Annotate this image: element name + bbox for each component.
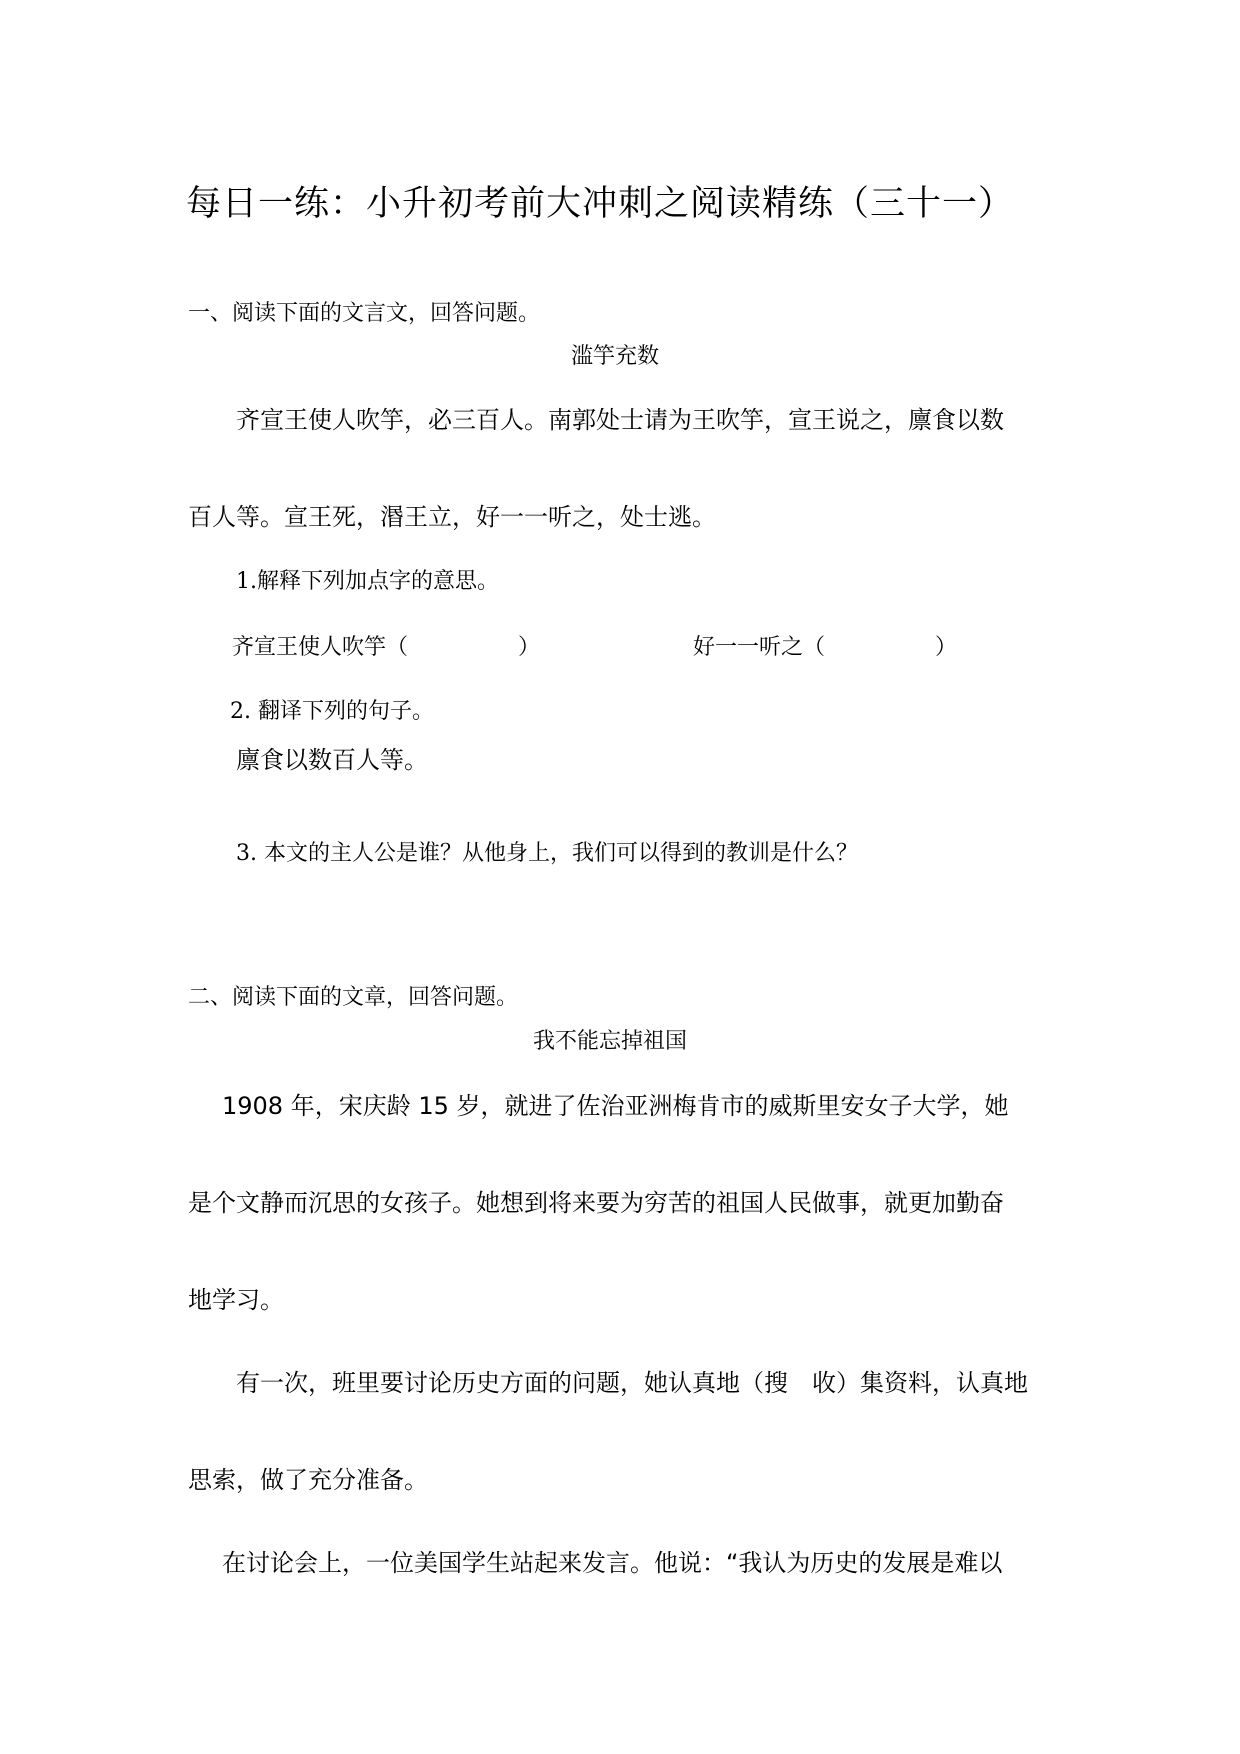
section1-paragraph-line2: 百人等。宣王死，湣王立，好一一听之，处士逃。 [188,503,716,531]
section1-article-title: 滥竽充数 [571,344,660,369]
section2-line: 1908 年，宋庆龄 15 岁，就进了佐治亚洲梅肯市的威斯里安女子大学，她 [222,1092,1009,1120]
q2-sentence: 廪食以数百人等。 [236,746,428,774]
section2-line: 思索，做了充分准备。 [188,1466,428,1494]
q3-prompt: 3. 本文的主人公是谁？从他身上，我们可以得到的教训是什么？ [236,841,858,866]
section2-line: 有一次，班里要讨论历史方面的问题，她认真地（搜 收）集资料，认真地 [236,1369,1028,1397]
q1-item-a: 齐宣王使人吹竽（ ） [232,635,541,660]
section2-line: 在讨论会上，一位美国学生站起来发言。他说：“我认为历史的发展是难以 [222,1549,1003,1577]
section2-line: 是个文静而沉思的女孩子。她想到将来要为穷苦的祖国人民做事，就更加勤奋 [188,1189,1004,1217]
section2-article-title: 我不能忘掉祖国 [533,1029,688,1054]
section2-line: 地学习。 [188,1286,284,1314]
q2-prompt: 2. 翻译下列的句子。 [230,699,434,724]
section2-heading: 二、阅读下面的文章，回答问题。 [188,985,519,1010]
page-title: 每日一练：小升初考前大冲刺之阅读精练（三十一） [186,184,1015,224]
q1-item-b: 好一一听之（ ） [693,635,958,660]
q1-prompt: 1.解释下列加点字的意思。 [236,569,499,594]
section1-heading: 一、阅读下面的文言文，回答问题。 [188,301,541,326]
section1-paragraph-line1: 齐宣王使人吹竽，必三百人。南郭处士请为王吹竽，宣王说之，廪食以数 [236,406,1004,434]
